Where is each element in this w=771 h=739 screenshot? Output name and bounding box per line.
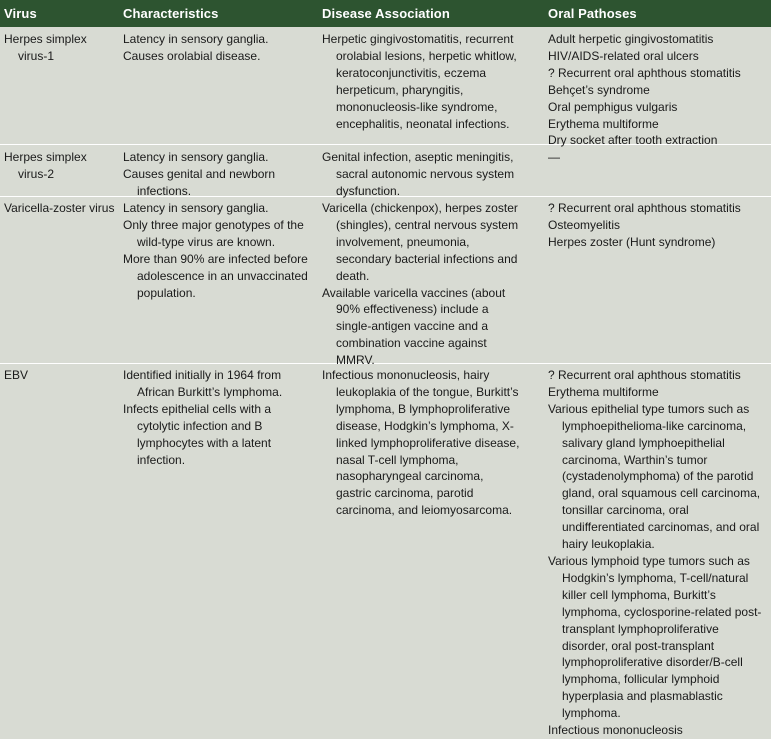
oral-item: Osteomyelitis bbox=[548, 217, 621, 232]
characteristic-item: More than 90% are infected before adolescence in an unvaccinated population. bbox=[123, 251, 308, 300]
cell-characteristics bbox=[123, 149, 309, 200]
cell-virus bbox=[4, 149, 116, 183]
cell-disease-association bbox=[322, 31, 522, 132]
virus-name: Herpes simplex virus-2 bbox=[4, 150, 87, 181]
disease-item: Herpetic gingivostomatitis, recurrent orolabial lesions, herpetic whitlow, keratoconjunctivitis, eczema herpeticum, pharyngitis, mononucleosis-like syndrome, encephalitis, neonatal infections. bbox=[322, 32, 517, 131]
header-virus: Virus bbox=[4, 6, 37, 21]
virus-name: Varicella-zoster virus bbox=[4, 201, 115, 215]
characteristic-item: Latency in sensory ganglia. bbox=[123, 201, 269, 215]
characteristic-item: Causes orolabial disease. bbox=[123, 48, 261, 63]
oral-item: HIV/AIDS-related oral ulcers bbox=[548, 48, 699, 63]
header-disease-association: Disease Association bbox=[322, 6, 450, 21]
disease-item: Varicella (chickenpox), herpes zoster (shingles), central nervous system involvement, pneumonia, secondary bacterial infections and death. bbox=[322, 201, 519, 283]
disease-item: Infectious mononucleosis, hairy leukoplakia of the tongue, Burkitt’s lymphoma, B lymphoproliferative disease, Hodgkin’s lymphoma, X-linked lymphoproliferative disease, nasal T-cell lymphoma, nasopharyngeal carcinoma, gastric carcinoma, parotid carcinoma, and leiomyosarcoma. bbox=[322, 368, 520, 518]
cell-characteristics bbox=[123, 31, 309, 65]
cell-virus bbox=[4, 367, 116, 384]
characteristic-item: Identified initially in 1964 from African Burkitt’s lymphoma. bbox=[123, 368, 283, 399]
oral-item: Various epithelial type tumors such as lymphoepithelioma-like carcinoma, salivary gland lymphoepithelial carcinoma, Warthin’s tumor (cystadenolymphoma) of the parotid gland, oral squamous cell carcinoma, tonsillar carcinoma, oral undifferentiated carcinomas, and oral hairy leukoplakia. bbox=[548, 401, 761, 552]
disease-item: Available varicella vaccines (about 90% effectiveness) include a single-antigen vaccine and a combination vaccine against MMRV. bbox=[322, 285, 506, 368]
cell-disease-association bbox=[322, 200, 522, 369]
table-header bbox=[0, 0, 771, 27]
cell-disease-association bbox=[322, 367, 522, 519]
cell-oral-pathoses bbox=[548, 149, 766, 166]
characteristic-item: Latency in sensory ganglia. bbox=[123, 32, 269, 46]
header-oral-pathoses: Oral Pathoses bbox=[548, 6, 637, 21]
oral-item: Erythema multiforme bbox=[548, 116, 659, 131]
cell-oral-pathoses bbox=[548, 367, 766, 739]
oral-item: Behçet’s syndrome bbox=[548, 82, 650, 97]
oral-item: Infectious mononucleosis bbox=[548, 723, 683, 738]
characteristic-item: Only three major genotypes of the wild-type virus are known. bbox=[123, 217, 304, 249]
oral-item: Oral pemphigus vulgaris bbox=[548, 99, 678, 114]
oral-item: Adult herpetic gingivostomatitis bbox=[548, 32, 714, 46]
oral-item: Herpes zoster (Hunt syndrome) bbox=[548, 234, 716, 249]
virus-name: Herpes simplex virus-1 bbox=[4, 32, 87, 63]
oral-item: ? Recurrent oral aphthous stomatitis bbox=[548, 368, 741, 382]
cell-virus bbox=[4, 200, 116, 217]
oral-item: ? Recurrent oral aphthous stomatitis bbox=[548, 201, 741, 215]
virus-name: EBV bbox=[4, 368, 29, 382]
oral-item: Various lymphoid type tumors such as Hodgkin’s lymphoma, T-cell/natural killer cell lymphoma, Burkitt’s lymphoma, cyclosporine-related post-transplant lymphoproliferative disorder, oral post-transplant lymphoproliferative disorder/B-cell lymphoma, follicular lymphoid hyperplasia and plasmablastic lymphoma. bbox=[548, 553, 762, 721]
cell-virus bbox=[4, 31, 116, 65]
header-characteristics: Characteristics bbox=[123, 6, 219, 21]
cell-oral-pathoses bbox=[548, 200, 766, 251]
cell-characteristics bbox=[123, 200, 309, 301]
oral-item: Erythema multiforme bbox=[548, 384, 659, 399]
cell-disease-association bbox=[322, 149, 522, 200]
disease-item: Genital infection, aseptic meningitis, sacral autonomic nervous system dysfunction. bbox=[322, 150, 515, 198]
cell-oral-pathoses bbox=[548, 31, 766, 149]
oral-item: ? Recurrent oral aphthous stomatitis bbox=[548, 65, 741, 80]
cell-characteristics bbox=[123, 367, 309, 468]
oral-item: Dry socket after tooth extraction bbox=[548, 133, 718, 148]
characteristic-item: Causes genital and newborn infections. bbox=[123, 166, 276, 198]
characteristic-item: Latency in sensory ganglia. bbox=[123, 150, 269, 164]
oral-item: — bbox=[548, 150, 560, 164]
characteristic-item: Infects epithelial cells with a cytolytic infection and B lymphocytes with a latent infection. bbox=[123, 401, 272, 467]
